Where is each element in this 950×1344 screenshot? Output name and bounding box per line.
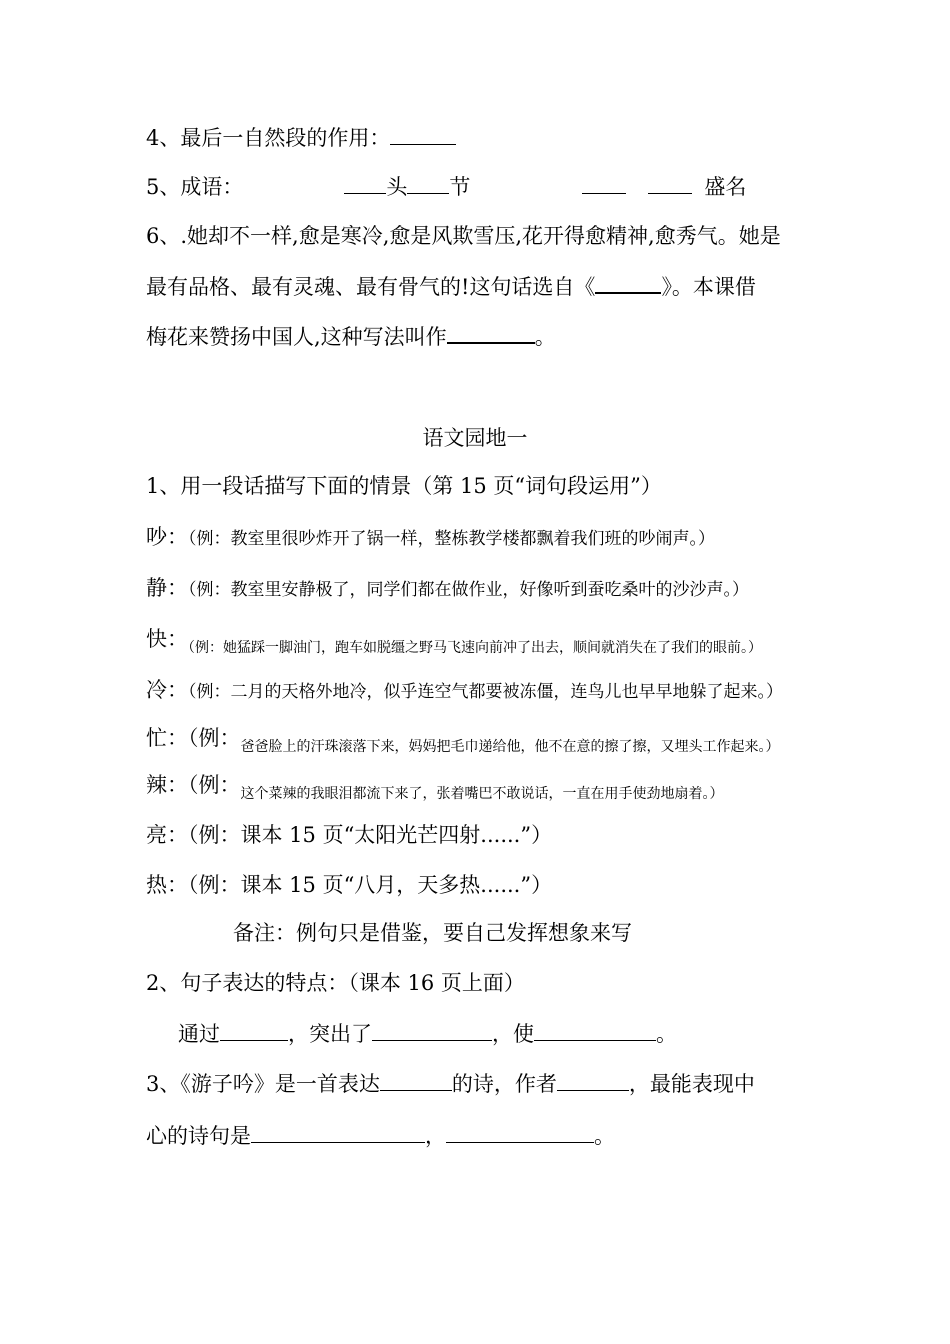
question-6-line-1: 6、.她却不一样,愈是寒冷,愈是风欺雪压,花开得愈精神,愈秀气。她是	[146, 224, 781, 248]
section-1-heading: 1、用一段话描写下面的情景（第 15 页“词句段运用”）	[146, 474, 662, 498]
answer-blank[interactable]	[344, 173, 386, 194]
scene-item-quiet: 静：（例：教室里安静极了，同学们都在做作业，好像听到蚕吃桑叶的沙沙声。）	[146, 576, 749, 600]
answer-blank[interactable]	[447, 322, 535, 344]
answer-blank[interactable]	[534, 1020, 656, 1041]
scene-item-fast: 快：$_{(例:她猛踩一脚油门,跑车如脱缰之野马飞速向前冲了出去,顺间就消失在了我们的眼前。)}$	[146, 627, 762, 656]
question-4: 4、最后一自然段的作用：	[146, 124, 456, 152]
answer-blank[interactable]	[557, 1070, 629, 1091]
answer-blank[interactable]	[446, 1122, 594, 1143]
answer-blank[interactable]	[372, 1020, 492, 1041]
scene-item-busy: 忙：（例：$_{爸爸脸上的汗珠滚落下来,妈妈把毛巾递给他,他不在意的擦了擦,又埋头工作起来。)}$	[146, 726, 780, 755]
answer-blank[interactable]	[582, 173, 626, 194]
answer-blank[interactable]	[380, 1070, 452, 1091]
section-2-heading: 2、句子表达的特点：（课本 16 页上面）	[146, 971, 525, 995]
scene-item-noisy: 吵：（例：教室里很吵炸开了锅一样，整栋教学楼都飘着我们班的吵闹声。）	[146, 525, 715, 549]
section-3-line-2: 心的诗句是 ， 。	[146, 1124, 615, 1148]
answer-blank[interactable]	[407, 173, 449, 194]
scene-item-cold: 冷：（例：二月的天格外地冷，似乎连空气都要被冻僵，连鸟儿也早早地躲了起来。）	[146, 678, 783, 702]
section-title: 语文园地一	[422, 426, 528, 450]
scene-item-bright: 亮：（例：课本 15 页“太阳光芒四射......”）	[146, 823, 553, 847]
answer-blank[interactable]	[251, 1122, 425, 1143]
section-3-line-1: 3、《游子吟》是一首表达 的诗，作者 ，最能表现中	[146, 1072, 755, 1096]
note: 备注：例句只是借鉴，要自己发挥想象来写	[233, 921, 632, 945]
answer-blank[interactable]	[390, 124, 456, 145]
answer-blank[interactable]	[648, 173, 692, 194]
question-6-line-3: 梅花来赞扬中国人,这种写法叫作 。	[146, 322, 556, 351]
answer-blank[interactable]	[595, 272, 661, 294]
answer-blank[interactable]	[220, 1020, 288, 1041]
section-2-fill-line: 通过 ，突出了 ，使 。	[178, 1022, 677, 1046]
question-5: 5、成语： 头 节 盛名	[146, 175, 747, 199]
scene-item-spicy: 辣：（例：$_{这个菜辣的我眼泪都流下来了,张着嘴巴不敢说话,一直在用手使劲地扇着。)}$	[146, 773, 724, 802]
scene-item-hot: 热：（例：课本 15 页“八月，天多热......”）	[146, 873, 553, 897]
question-6-line-2: 最有品格、最有灵魂、最有骨气的!这句话选自《 》。本课借	[146, 272, 756, 301]
